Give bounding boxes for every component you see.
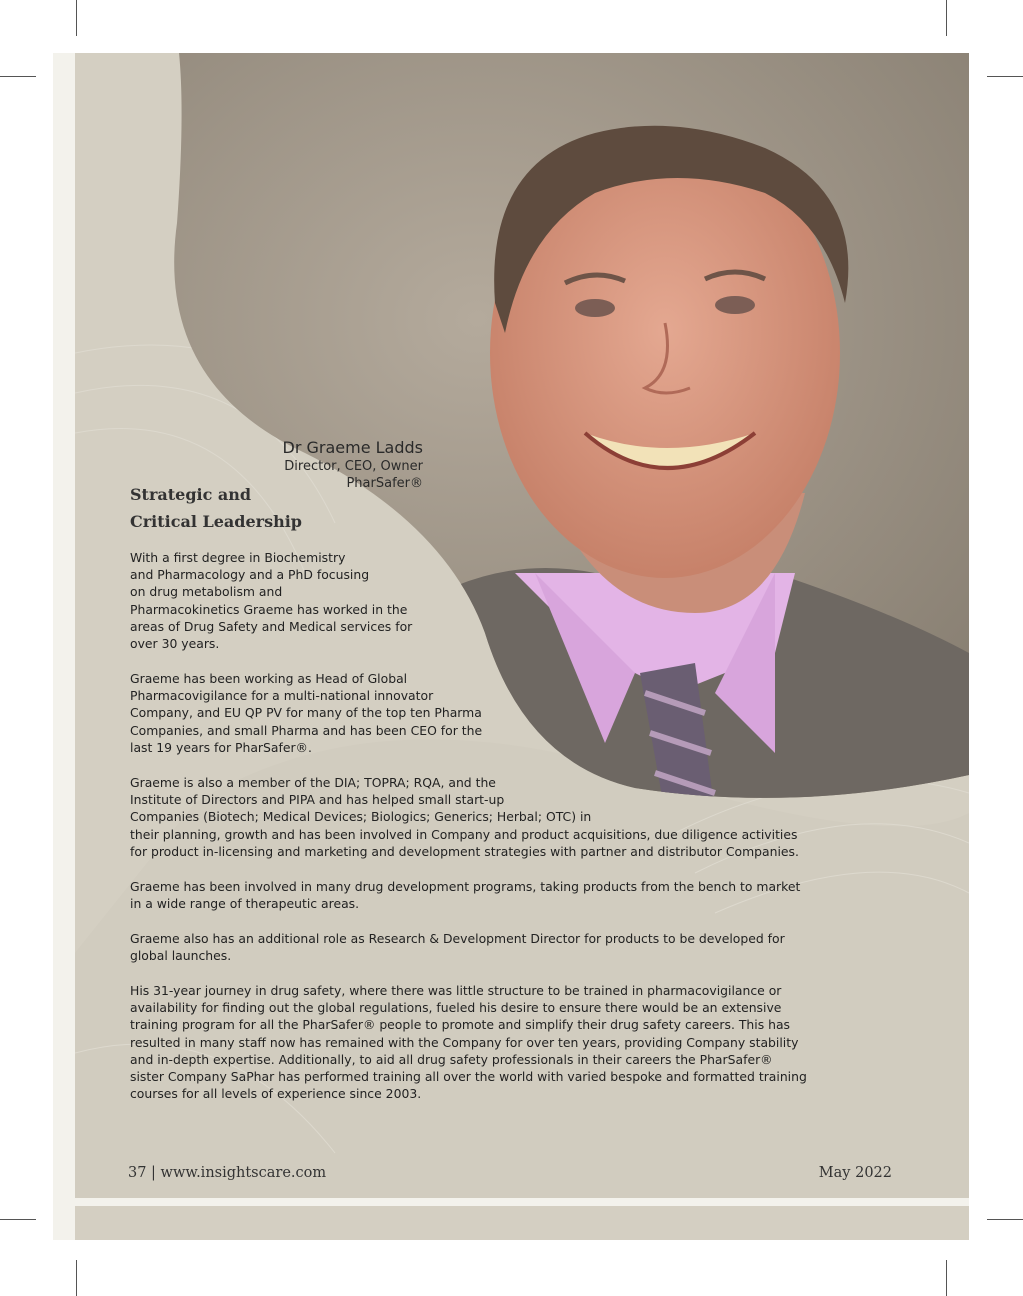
crop-mark — [76, 0, 77, 36]
text-line: His 31-year journey in drug safety, where there was little structure to be trained in pharmacovigilance or — [130, 983, 782, 998]
crop-mark — [0, 76, 36, 77]
text-line: training program for all the PharSafer® people to promote and simplify their drug safety careers. This has — [130, 1017, 791, 1033]
paragraph-2 — [130, 670, 482, 756]
paragraph-5 — [130, 930, 785, 964]
text-line: Institute of Directors and PIPA and has helped small start-up — [130, 792, 505, 808]
text-line: courses for all levels of experience since 2003. — [130, 1086, 422, 1102]
text-line: their planning, growth and has been involved in Company and product acquisitions, due diligence activities — [130, 826, 798, 842]
text-line: resulted in many staff now has remained with the Company for over ten years, providing Company stability — [130, 1034, 799, 1050]
text-line: Companies (Biotech; Medical Devices; Biologics; Generics; Herbal; OTC) in — [130, 809, 592, 825]
text-line: Graeme also has an additional role as Research & Development Director for products to be developed for — [130, 931, 785, 946]
text-line: Graeme is also a member of the DIA; TOPRA; RQA, and the — [130, 775, 496, 790]
text-line: and Pharmacology and a PhD focusing — [130, 567, 370, 583]
crop-mark — [987, 1219, 1023, 1220]
heading-line: Strategic and — [130, 485, 252, 504]
text-line: on drug metabolism and — [130, 584, 283, 600]
person-role: Director, CEO, Owner — [284, 459, 423, 474]
text-line: Companies, and small Pharma and has been CEO for the — [130, 722, 483, 738]
text-line: With a first degree in Biochemistry — [130, 550, 346, 565]
text-line: areas of Drug Safety and Medical services for — [130, 618, 413, 634]
paragraph-4 — [130, 878, 800, 912]
text-line: sister Company SaPhar has performed training all over the world with varied bespoke and formatted training — [130, 1069, 807, 1085]
text-line: Graeme has been involved in many drug development programs, taking products from the bench to market — [130, 879, 801, 894]
text-line: over 30 years. — [130, 636, 220, 652]
paragraph-3 — [130, 774, 799, 860]
footer-date: May 2022 — [818, 1165, 892, 1181]
text-line: for product in-licensing and marketing and development strategies with partner and distributor Companies. — [130, 843, 799, 859]
text-line: last 19 years for PharSafer®. — [130, 739, 312, 755]
text-line: availability for finding out the global regulations, fueled his desire to ensure there would be an extensive — [130, 1000, 782, 1016]
paragraph-6 — [130, 982, 807, 1102]
person-company: PharSafer® — [346, 476, 423, 491]
crop-mark — [946, 0, 947, 36]
section-heading — [130, 481, 330, 535]
crop-mark — [987, 76, 1023, 77]
paragraph-1 — [130, 549, 412, 652]
text-line: in a wide range of therapeutic areas. — [130, 896, 360, 912]
text-line: and in-depth expertise. Additionally, to aid all drug safety professionals in their careers the PharSafer® — [130, 1051, 773, 1067]
crop-mark — [76, 1260, 77, 1296]
text-line: global launches. — [130, 948, 232, 964]
crop-mark — [0, 1219, 36, 1220]
text-line: Pharmacokinetics Graeme has worked in the — [130, 601, 408, 617]
person-name: Dr Graeme Ladds — [282, 438, 423, 457]
footer-page-site: 37 | www.insightscare.com — [128, 1165, 327, 1181]
magazine-page — [53, 53, 969, 1240]
heading-line: Critical Leadership — [130, 512, 302, 531]
text-line: Company, and EU QP PV for many of the top ten Pharma — [130, 705, 482, 721]
text-line: Pharmacovigilance for a multi-national innovator — [130, 688, 434, 704]
crop-mark — [946, 1260, 947, 1296]
bottom-strip — [75, 1206, 969, 1240]
text-line: Graeme has been working as Head of Global — [130, 671, 408, 686]
content-panel — [75, 53, 969, 1198]
